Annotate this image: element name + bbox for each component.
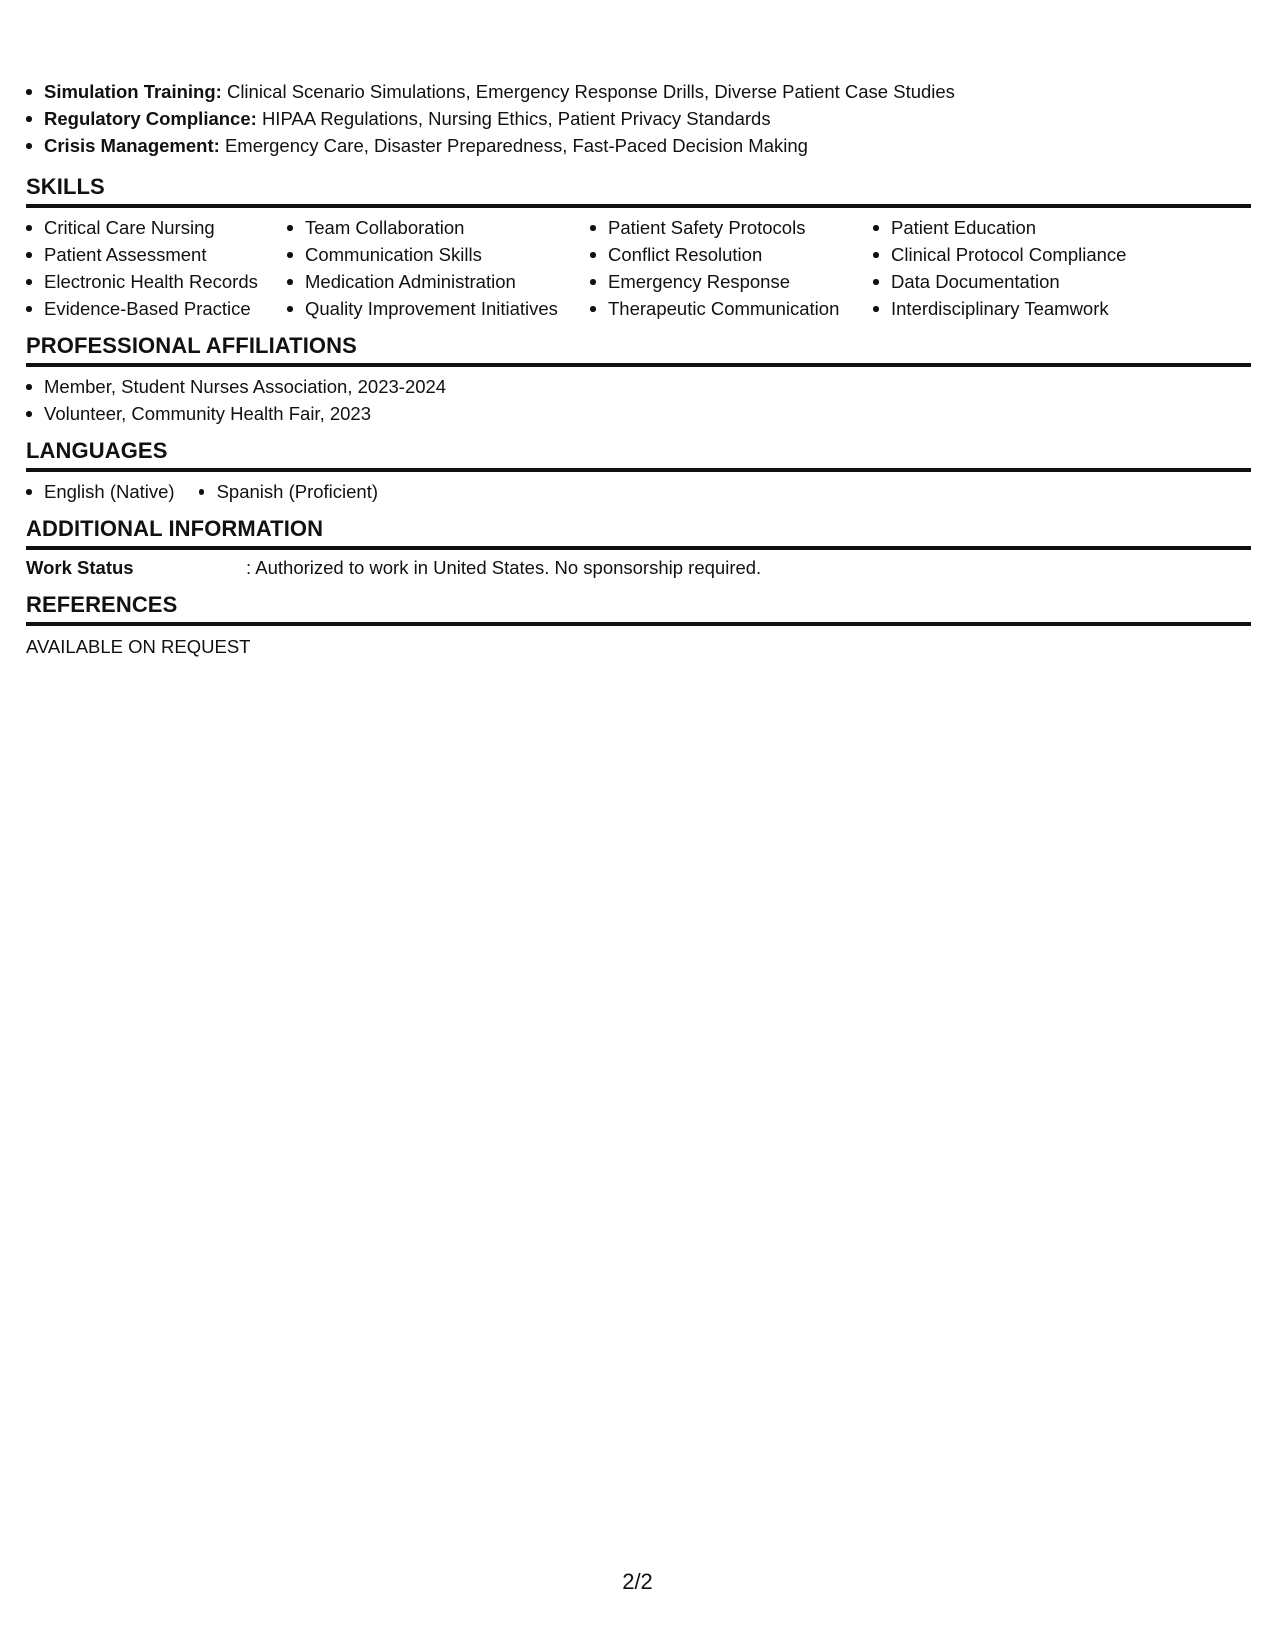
skill-item: Team Collaboration	[287, 214, 590, 241]
list-item: Member, Student Nurses Association, 2023-2024	[26, 373, 1251, 400]
item-text: HIPAA Regulations, Nursing Ethics, Patient Privacy Standards	[261, 108, 771, 129]
section-title: PROFESSIONAL AFFILIATIONS	[26, 332, 1251, 367]
skill-item: Therapeutic Communication	[590, 295, 873, 322]
skills-column	[287, 214, 590, 322]
section-title: REFERENCES	[26, 591, 1251, 626]
training-list	[26, 78, 1251, 159]
list-item	[26, 105, 1251, 132]
section-title: ADDITIONAL INFORMATION	[26, 515, 1251, 550]
section-title: LANGUAGES	[26, 437, 1251, 472]
skill-item: Emergency Response	[590, 268, 873, 295]
work-status-label: Work Status	[26, 557, 134, 578]
item-label: Crisis Management:	[44, 135, 220, 156]
list-item	[26, 78, 1251, 105]
references-text: AVAILABLE ON REQUEST	[26, 636, 251, 657]
section-title: SKILLS	[26, 173, 1251, 208]
item-text: Clinical Scenario Simulations, Emergency Response Drills, Diverse Patient Case Studies	[226, 81, 955, 102]
additional-info-section	[26, 515, 1251, 581]
skills-section	[26, 173, 1251, 322]
work-status-row	[26, 550, 1251, 581]
affiliations-section	[26, 332, 1251, 427]
skills-column	[26, 214, 287, 322]
skill-item: Critical Care Nursing	[26, 214, 287, 241]
skills-grid	[26, 208, 1251, 322]
skill-item: Clinical Protocol Compliance	[873, 241, 1213, 268]
affiliations-list	[26, 367, 1251, 427]
references-section	[26, 591, 1251, 660]
resume-page	[26, 78, 1251, 660]
skill-item: Quality Improvement Initiatives	[287, 295, 590, 322]
languages-section	[26, 437, 1251, 505]
item-label: Regulatory Compliance:	[44, 108, 257, 129]
skill-item: Evidence-Based Practice	[26, 295, 287, 322]
work-status-value: : Authorized to work in United States. No sponsorship required.	[246, 557, 762, 578]
skill-item: Patient Safety Protocols	[590, 214, 873, 241]
item-label: Simulation Training:	[44, 81, 222, 102]
skill-item: Patient Assessment	[26, 241, 287, 268]
skills-column	[590, 214, 873, 322]
languages-list	[26, 472, 1251, 505]
language-item: Spanish (Proficient)	[199, 478, 378, 505]
skill-item: Communication Skills	[287, 241, 590, 268]
language-item: English (Native)	[26, 478, 175, 505]
skill-item: Electronic Health Records	[26, 268, 287, 295]
skill-item: Patient Education	[873, 214, 1213, 241]
skill-item: Data Documentation	[873, 268, 1213, 295]
page-number: 2/2	[622, 1569, 653, 1594]
skill-item: Conflict Resolution	[590, 241, 873, 268]
list-item: Volunteer, Community Health Fair, 2023	[26, 400, 1251, 427]
item-text: Emergency Care, Disaster Preparedness, Fast-Paced Decision Making	[224, 135, 808, 156]
skill-item: Interdisciplinary Teamwork	[873, 295, 1213, 322]
skill-item: Medication Administration	[287, 268, 590, 295]
skills-column	[873, 214, 1213, 322]
list-item	[26, 132, 1251, 159]
